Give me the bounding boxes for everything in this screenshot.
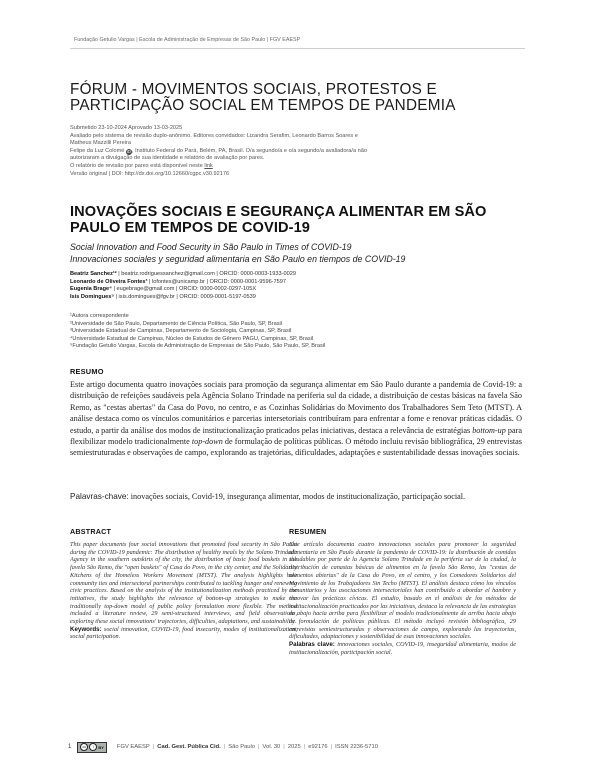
footer-city: São Paulo [228, 744, 256, 750]
resumen-keywords: Palabras clave: innovaciones sociales, COVID-19, inseguridad alimentaria, modos de institucionalización, participación social. [289, 641, 517, 656]
footer-year: 2025 [287, 744, 301, 750]
resumo-heading: RESUMO [70, 367, 104, 376]
page-footer: 1 cc i BY FGV EAESP | Cad. Gest. Pública Cid. | São Paulo | Vol. 30 | 2025 | e92176 | ISSN 2236-5710 [68, 741, 378, 753]
affiliation-list [70, 313, 540, 351]
author-row: Eugenia Brage⁴ | eugebrage@gmail.com | ORCID: 0000-0002-0297-105X [70, 286, 257, 293]
doi-line: Versão original | DOI: http://dx.doi.org/10.12660/cgpc.v30.92176 [70, 170, 230, 177]
affiliation-row: ⁵Fundação Getulio Vargas, Escola de Administração de Empresas de São Paulo, São Paulo, SP, Brasil [70, 343, 326, 350]
affiliation-row: ²Universidade de São Paulo, Departamento de Ciência Política, São Paulo, SP, Brasil [70, 320, 282, 327]
orcid-icon[interactable]: iD [127, 148, 131, 154]
cc-by-icon[interactable]: cc i BY [77, 742, 107, 753]
abstract-body: This paper documents four social innovations that promoted food security in São Paulo during the COVID-19 pandemic: The distribution of healthy meals by the Solano Trindade Agency in the southern outskirts of the city, the distribution of basic food baskets in the favela São Remo, the "open baskets" of Casa do Povo, in the city center, and the Solidarity Kitchens of the Homeless Workers Movement (MTST). The analysis highlights how community ties and intersectoral partnerships contributed to tackling hunger and renewing civic practices. Based on the analysis of the institutionalization methods practiced by the initiatives, the study highlights the relevance of bottom-up strategies to make the traditionally top-down model of public policy formulation more flexible. The method included a literature review, 29 semi-structured interviews, and field observations, exploring these social innovations' trajectories, difficulties, adaptations, and sustainability. [70, 541, 297, 626]
resumen-section [289, 527, 516, 657]
resumo-body: Este artigo documenta quatro inovações sociais para promoção da segurança alimentar em São Paulo durante a pandemia de Covid-19: a distribuição de refeições saudáveis pela Agência Solano Trindade na periferia sul da cidade, a distribuição de cestas básicas na favela São Remo, as "cestas abertas" da Casa do Povo, no centro, e as Cozinhas Solidárias do Movimento dos Trabalhadores Sem Teto (MTST). A análise destaca como os vínculos comunitários e parcerias intersetoriais contribuíram para enfrentar a fome e renovar práticas cidadãs. O estudo, a partir da análise dos modos de institucionalização praticados pelas iniciativas, destaca a relevância de estratégias bottom-up para flexibilizar modelo tradicionalmente top-down de formulação de políticas públicas. O método incluiu revisão bibliográfica, 29 entrevistas semiestruturadas e observações de campo, explorando as trajetórias, dificuldades, adaptações e sustentabilidade dessas inovações sociais. [70, 380, 522, 458]
affiliation-row: ¹Autora correspondente [70, 313, 129, 319]
author-row: Leonardo de Oliveira Fontes³ | lofontes@unicamp.br | ORCID: 0000-0001-9596-7597 [70, 278, 286, 285]
subtitle-spanish: Innovaciones sociales y seguridad alimentaria en São Paulo en tiempos de COVID-19 [70, 254, 406, 264]
resumo-keywords: Palavras-chave: inovações sociais, Covid-19, insegurança alimentar, modos de institucionalização, participação social. [70, 492, 466, 501]
affiliation-row: ⁴Universidade Estadual de Campinas, Núcleo de Estudos de Gênero PAGU, Campinas, SP, Brasil [70, 335, 314, 342]
submission-dates: Submetido 23-10-2024 Aprovado 13-03-2025 [70, 125, 183, 131]
abstract-section [70, 527, 297, 641]
header-divider [70, 48, 525, 49]
footer-article-id: e92176 [308, 744, 328, 750]
peer-review-link[interactable]: link [204, 162, 213, 169]
editor-name: Felipe da Luz Colomé [70, 147, 125, 154]
editor-affiliation: , Instituto Federal do Pará, Belém, PA, Brasil. O/a segundo/a e o/a segundo/a avaliadora/a não [131, 147, 367, 154]
editor-line-2: autorizaram a divulgação de sua identidade e relatório de avaliação por pares. [70, 155, 265, 162]
editor-line-1 [70, 148, 490, 156]
subtitle-english: Social Innovation and Food Security in São Paulo in Times of COVID-19 [70, 242, 352, 252]
author-list [70, 271, 540, 302]
affiliation-row: ³Universidade Estadual de Campinas, Departamento de Sociologia, Campinas, SP, Brasil [70, 328, 292, 335]
footer-journal: Cad. Gest. Pública Cid. [157, 744, 221, 750]
author-row: Beatriz Sanchez¹² | beatriz.rodriguessanchez@gmail.com | ORCID: 0000-0003-1933-0029 [70, 271, 296, 277]
page-number: 1 [68, 744, 72, 750]
abstract-heading: ABSTRACT [70, 527, 112, 536]
resumen-body: Este artículo documenta cuatro innovaciones sociales para promover la seguridad alimentaria en São Paulo durante la pandemia de COVID-19: la distribución de comidas saludables por parte de la Agencia Solano Trindade en la periferia sur de la ciudad, la distribución de canastas básicas de alimentos en la favela São Remo, las "cestas de alimentos abiertas" de la Casa do Povo, en el centro, y los Comedores Solidarios del Movimiento de los Trabajadores Sin Techo (MTST). El análisis destaca cómo los vínculos comunitarios y las asociaciones intersectoriales han contribuido a abordar el hambre y renovar las prácticas cívicas. El estudio, basado en el análisis de los métodos de institucionalización practicados por las iniciativas, destaca la relevancia de las estrategias de abajo hacia arriba para flexibilizar el modelo tradicionalmente de arriba hacia abajo de formulación de políticas públicas. El método incluyó revisión bibliográfica, 29 entrevistas semiestructuradas y observaciones de campo, explorando las trayectorias, dificultades, adaptaciones y sostenibilidad de esas innovaciones sociales. [289, 541, 516, 641]
footer-issn: ISSN 2236-5710 [335, 744, 378, 750]
review-info-line-2: Matheus Mazzilli Pereira [70, 140, 131, 147]
footer-volume: Vol. 30 [262, 744, 281, 750]
abstract-keywords: Keywords: social innovation, COVID-19, food insecurity, modes of institutionalization, social participation. [70, 625, 297, 641]
peer-review-report: O relatório de revisão por pares está disponível neste link [70, 162, 213, 169]
footer-publisher: FGV EAESP [116, 744, 150, 750]
running-header: Fundação Getulio Vargas | Escola de Administração de Empresas de São Paulo | FGV EAESP [74, 37, 301, 43]
review-info-line-1: Avaliado pelo sistema de revisão duplo-anônimo. Editores convidados: Lizandra Serafim, Leonardo Barros Soares e [70, 132, 358, 139]
article-title: INOVAÇÕES SOCIAIS E SEGURANÇA ALIMENTAR EM SÃO PAULO EM TEMPOS DE COVID-19 [70, 204, 487, 237]
author-row: Isis Domingues⁵ | isis.domingues@fgv.br | ORCID: 0009-0001-5197-0539 [70, 294, 256, 301]
resumen-heading: RESUMEN [289, 527, 327, 536]
forum-metadata [70, 125, 490, 178]
forum-title: FÓRUM - MOVIMENTOS SOCIAIS, PROTESTOS E PARTICIPAÇÃO SOCIAL EM TEMPOS DE PANDEMIA [70, 81, 456, 115]
